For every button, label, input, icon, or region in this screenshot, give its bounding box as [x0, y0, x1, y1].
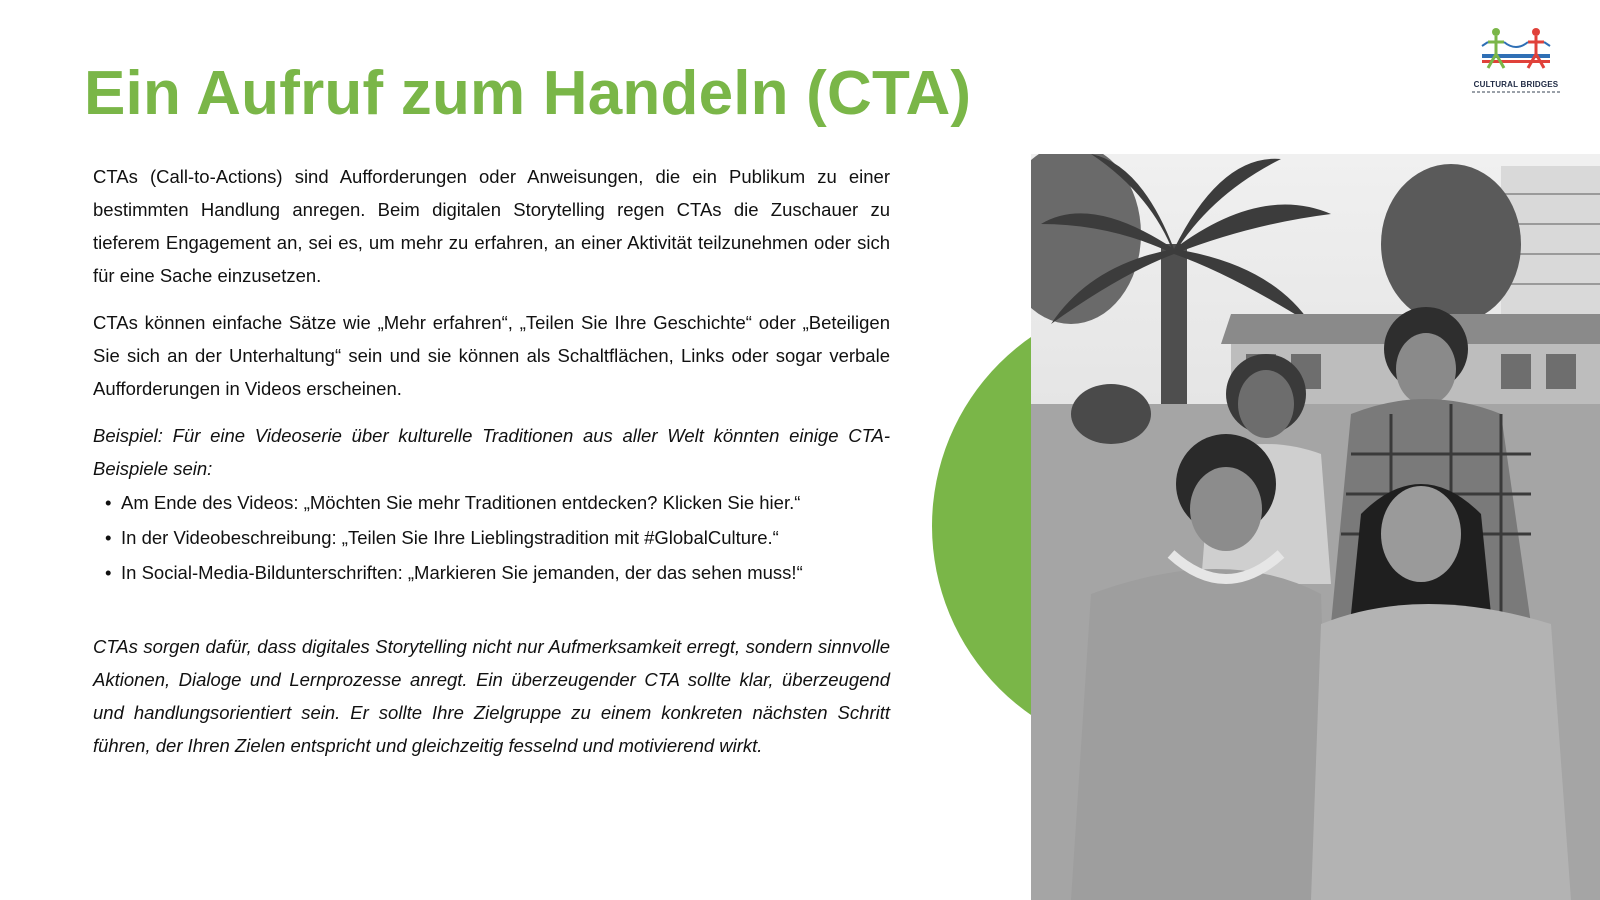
logo-wordmark: CULTURAL BRIDGES [1473, 80, 1559, 89]
paragraph-definition: CTAs (Call-to-Actions) sind Aufforderungen oder Anweisungen, die ein Publikum zu einer bestimmten Handlung anregen. Beim digitalen Storytelling regen CTAs die Zuschauer zu tieferem Engagement an, sei es, um mehr zu erfahren, an einer Aktivität teilzunehmen oder sich für eine Sache einzusetzen. [93, 166, 890, 286]
example-intro: Beispiel: Für eine Videoserie über kulturelle Traditionen aus aller Welt könnten einige CTA-Beispiele sein: [93, 425, 890, 479]
cultural-bridges-logo [1466, 24, 1566, 96]
paragraph-examples-phrases: CTAs können einfache Sätze wie „Mehr erfahren“, „Teilen Sie Ihre Geschichte“ oder „Beteiligen Sie sich an der Unterhaltung“ sein und sie können als Schaltflächen, Links oder sogar verbale Aufforderungen in Videos erscheinen. [93, 312, 890, 399]
slide-title: Ein Aufruf zum Handeln (CTA) [84, 59, 972, 128]
paragraph-closing: CTAs sorgen dafür, dass digitales Storytelling nicht nur Aufmerksamkeit erregt, sondern sinnvolle Aktionen, Dialoge und Lernprozesse anregt. Ein überzeugender CTA sollte klar, überzeugend und handlungsorientiert sein. Er sollte Ihre Zielgruppe zu einem konkreten nächsten Schritt führen, der Ihren Zielen entspricht und gleichzeitig fesselnd und motivierend wirkt. [93, 636, 890, 756]
photo-illustration [1031, 154, 1600, 900]
list-item: • Am Ende des Videos: „Möchten Sie mehr Traditionen entdecken? Klicken Sie hier.“ [93, 485, 890, 520]
logo-tagline-line [1472, 91, 1560, 93]
bridge-people-icon [1466, 24, 1566, 78]
list-item: • In der Videobeschreibung: „Teilen Sie Ihre Lieblingstradition mit #GlobalCulture.“ [93, 520, 890, 555]
cta-example-list [93, 485, 890, 590]
body-text [93, 160, 890, 776]
list-item: • In Social-Media-Bildunterschriften: „Markieren Sie jemanden, der das sehen muss!“ [93, 555, 890, 590]
photo-students-group [1031, 154, 1600, 900]
